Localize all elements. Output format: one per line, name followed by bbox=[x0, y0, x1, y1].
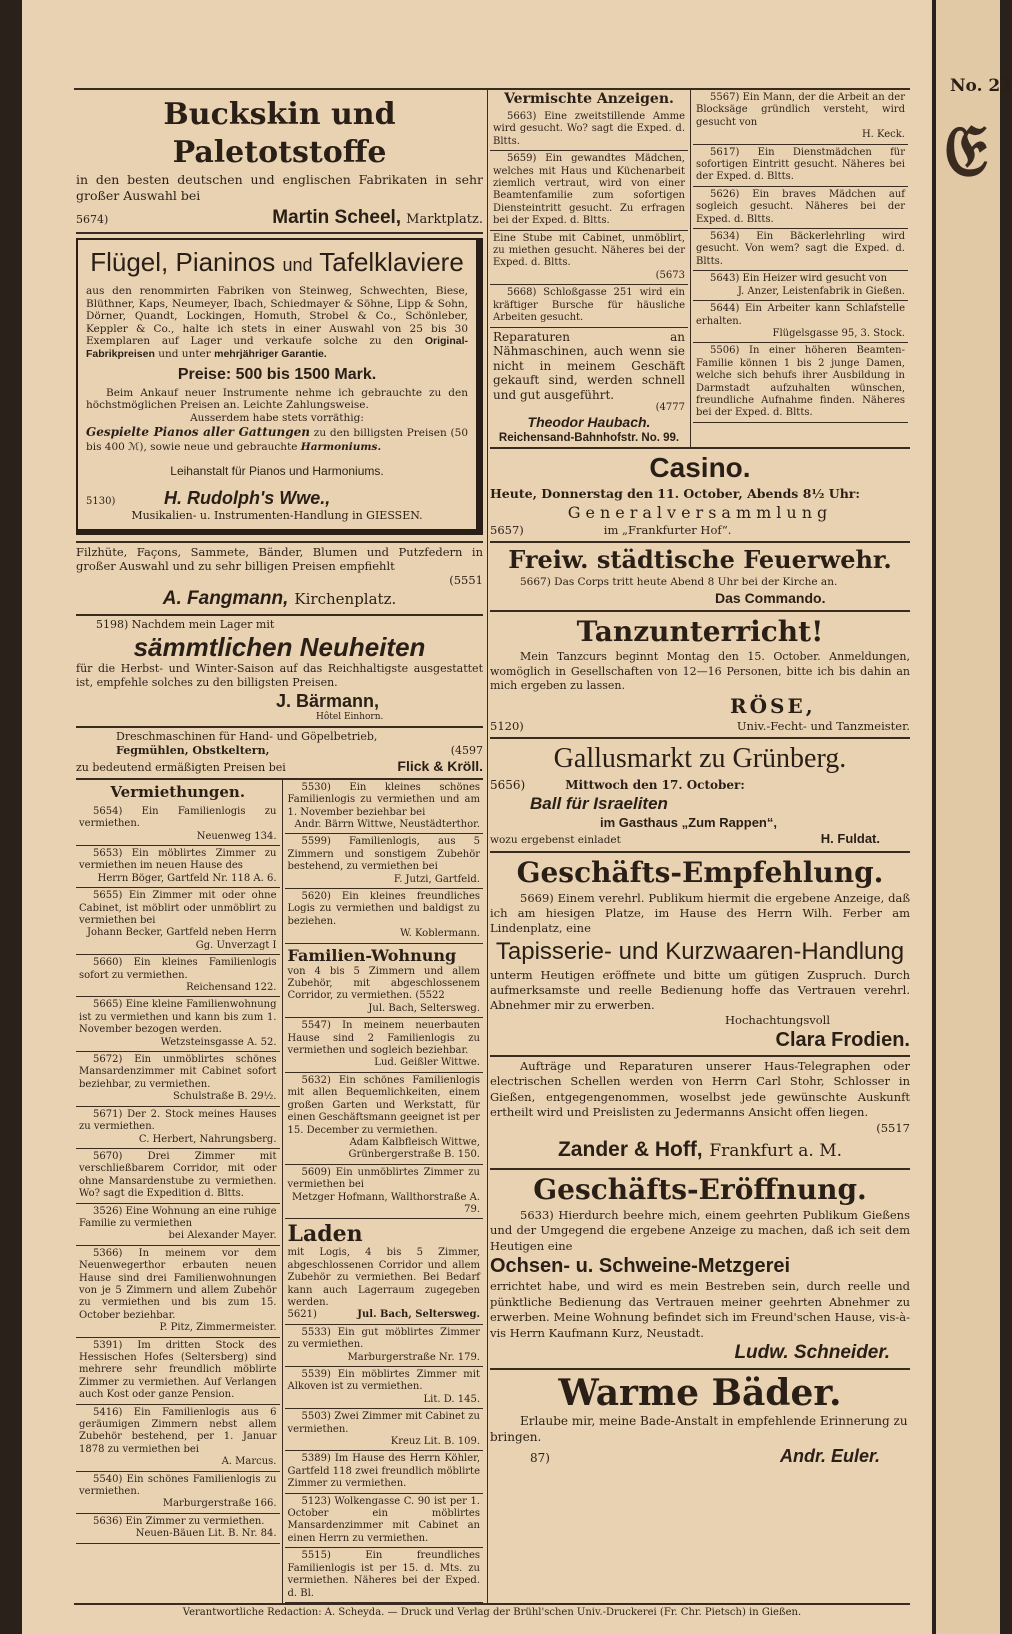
ad-headline: Geschäfts-Eröffnung. bbox=[533, 1172, 867, 1206]
ad-headline: Casino. bbox=[649, 452, 751, 483]
ad-signature: Marburgerstraße 166. bbox=[162, 1498, 277, 1510]
vermischte-anzeigen bbox=[490, 90, 690, 447]
ad-text: errichtet habe, und wird es mein Bestreben sein, durch reelle und pünktliche Bedienung das Vertrauen meiner geehrten Abnehmer zu erwerben. Meine Wohnung befindet sich im Freund'schen Hause, vis-à-vis Herrn Kaufmann Kurz, Neustadt. bbox=[490, 1279, 910, 1340]
ad-text: Ausserdem habe stets vorräthig: bbox=[190, 411, 364, 424]
classified-ad bbox=[76, 1204, 280, 1246]
ad-signature: C. Herbert, Nahrungsberg. bbox=[138, 1133, 277, 1145]
ad-text: In meinem vor dem Neuenwegerthor erbauten neuen Hause sind drei Familienwohnungen von je 5 Zimmern und allem Zubehör zu vermiethen und bis zum 15. October beziehbar. bbox=[79, 1247, 277, 1321]
advertiser-subtitle: Univ.-Fecht- und Tanzmeister. bbox=[736, 718, 910, 733]
ad-ref: 5653) bbox=[93, 847, 123, 859]
ad-signature: Kreuz Lit. B. 109. bbox=[390, 1436, 480, 1448]
ad-ref: (4597 bbox=[450, 743, 483, 757]
classified-ad bbox=[693, 301, 908, 343]
ad-signature: F. Jutzi, Gartfeld. bbox=[393, 873, 480, 885]
ad-text: Aufträge und Reparaturen unserer Haus-Telegraphen oder electrischen Schellen werden von Herrn Carl Stohr, Schlosser in Gießen, entgegengenommen, woselbst jede gewünschte Auskunft ertheilt wird und Preislisten zu Jedermanns Ansicht offen liegen. bbox=[490, 1058, 910, 1119]
ad-ref: (4777 bbox=[655, 402, 685, 413]
classified-ad bbox=[76, 1149, 280, 1204]
advertiser-name: A. Fangmann, bbox=[162, 587, 289, 609]
ad-text: Dreschmaschinen für Hand- und Göpelbetrieb, bbox=[116, 729, 378, 743]
classified-ad bbox=[693, 271, 908, 301]
ad-text: Ein Bäckerlehrling wird gesucht. Von wem? sagt die Exped. d. Bltts. bbox=[696, 231, 905, 267]
section-title: Vermiethungen. bbox=[110, 782, 246, 801]
ad-ref: 5654) bbox=[93, 805, 123, 817]
familien-wohnung-ad bbox=[285, 944, 484, 1019]
ad-date: Mittwoch den 17. October: bbox=[565, 777, 745, 792]
classified-ad bbox=[285, 1451, 484, 1493]
right-column bbox=[488, 90, 910, 1603]
ad-headline: Buckskin und Paletotstoffe bbox=[163, 97, 396, 170]
ad-headline: sämmtlichen Neuheiten bbox=[133, 631, 426, 662]
ad-ref: 5540) bbox=[93, 1473, 123, 1485]
advertiser-name: Ludw. Schneider. bbox=[734, 1342, 890, 1363]
classified-ad bbox=[693, 343, 908, 422]
ad-signature: Jul. Bach, Seltersweg. bbox=[368, 1002, 480, 1014]
ad-text: Ein Zimmer mit oder ohne Cabinet, ist möblirt oder unmöblirt zu vermiethen bei bbox=[79, 890, 277, 926]
ad-headline: Gallusmarkt zu Grünberg. bbox=[553, 742, 847, 774]
advertiser-name: Theodor Haubach. bbox=[527, 414, 651, 430]
classified-ad bbox=[76, 1107, 280, 1149]
gesucht-column bbox=[690, 90, 908, 447]
headline-part: Flügel, Pianinos bbox=[90, 247, 276, 277]
ad-ref: 5634) bbox=[710, 231, 740, 243]
ad-text: wozu ergebenst einladet bbox=[490, 833, 621, 846]
ad-ref: 5130) bbox=[86, 495, 116, 507]
ad-text: Fegmühlen, Obstkeltern, bbox=[116, 743, 270, 757]
ad-text: Ein kleines schönes Familienlogis zu vermiethen und am 1. November beziehbar bei bbox=[287, 781, 481, 818]
ad-text bbox=[86, 285, 468, 361]
ad-text: Ein gewandtes Mädchen, welches mit Haus und Küchenarbeit ziemlich vertraut, wird von einer Beamtenfamilie zum sofortigen Diensteintritt gesucht. Zu erfragen bei der Exped. d. Bltts. bbox=[493, 153, 685, 227]
ad-text: von 4 bis 5 Zimmern und allem Zubehör, mit abgeschlossenem Corridor, zu vermiethen. bbox=[287, 965, 480, 1002]
ad-ref: 5547) bbox=[301, 1020, 331, 1032]
ad-signature: Marburgerstraße Nr. 179. bbox=[347, 1351, 480, 1363]
classified-ad bbox=[76, 804, 280, 846]
shop-name: Ochsen- u. Schweine-Metzgerei bbox=[490, 1255, 791, 1277]
ad-ref: 5672) bbox=[93, 1054, 123, 1066]
ad-text: 5633) Hierdurch beehre mich, einem geehrten Publikum Gießens und der Umgegend die ergebene Anzeige zu machen, daß ich seit dem Heutigen eine bbox=[490, 1207, 910, 1253]
ad-headline bbox=[86, 246, 468, 281]
ad-text: 5667) Das Corps tritt heute Abend 8 Uhr bei der Kirche an. bbox=[520, 576, 838, 588]
ad-ref: 5533) bbox=[301, 1326, 331, 1338]
classified-ad bbox=[693, 90, 908, 145]
piano-ad bbox=[76, 238, 483, 535]
ad-text: Zwei Zimmer mit Cabinet zu vermiethen. bbox=[287, 1411, 480, 1435]
ad-signature: Metzger Hofmann, Wallthorstraße A. 79. bbox=[292, 1191, 480, 1215]
ad-text: zu bedeutend ermäßigten Preisen bei bbox=[76, 760, 286, 774]
ad-text: Erlaube mir, meine Bade-Anstalt in empfehlende Erinnerung zu bringen. bbox=[490, 1414, 908, 1444]
ad-ref: 5668) bbox=[507, 287, 537, 299]
ad-text: Ein Heizer wird gesucht von bbox=[742, 273, 888, 285]
ad-text: Im dritten Stock des Hessischen Hofes (Seltersberg) sind mehrere sehr freundlich möblirte Zimmer zu vermiethen. Auf Verlangen auch Kost oder ganze Pension. bbox=[79, 1339, 277, 1401]
ad-signature: W. Koblermann. bbox=[400, 928, 480, 940]
classified-ad bbox=[76, 1338, 280, 1405]
ad-ref: 5620) bbox=[301, 891, 331, 902]
advertiser-name: Flick & Kröll. bbox=[397, 757, 483, 774]
zander-hoff-ad bbox=[490, 1057, 910, 1170]
classified-ad bbox=[76, 1472, 280, 1514]
ad-ref: 5366) bbox=[93, 1247, 123, 1259]
naehmaschinen-ad bbox=[490, 328, 688, 448]
ad-text: Reparaturen an Nähmaschinen, auch wenn sie nicht in meinem Geschäft gekauft sind, werden schnell und gut ausgeführt. bbox=[493, 329, 685, 402]
vermiethungen-column-1 bbox=[76, 780, 282, 1603]
ad-text: In einer höheren Beamten-Familie können 1 bis 2 junge Damen, welche sich behufs ihrer Ausbildung in Darmstadt aufzuhalten wünschen, freundliche Aufnahme finden. Näheres bei der Exped. d. Bltts. bbox=[696, 345, 905, 419]
ad-ref: 87) bbox=[530, 1451, 550, 1465]
ad-text: Eine zweitstillende Amme wird gesucht. Wo? sagt die Exped. d. Bltts. bbox=[493, 111, 685, 147]
ad-signature: H. Fuldat. bbox=[820, 830, 880, 846]
classified-ad bbox=[76, 1514, 280, 1544]
ad-ref: 5621) bbox=[287, 1309, 317, 1321]
advertiser-place: Kirchenplatz. bbox=[294, 589, 397, 608]
ad-text: Ein möblirtes Zimmer mit Alkoven ist zu vermiethen. bbox=[287, 1369, 480, 1393]
ad-ref: 5663) bbox=[507, 111, 537, 122]
headline-part: und bbox=[282, 255, 313, 275]
ad-text: Ein freundliches Familienlogis ist per 15. d. Mts. zu vermiethen. Näheres bei der Exped. d. Bl. bbox=[287, 1550, 480, 1599]
ad-ref: (5517 bbox=[876, 1120, 910, 1135]
ad-ref: 5670) bbox=[93, 1150, 123, 1162]
ad-signature: Reichensand 122. bbox=[186, 982, 277, 994]
ad-text: Ein schönes Familienlogis zu vermiethen. bbox=[79, 1473, 277, 1498]
ad-signature: Schulstraße B. 29½. bbox=[172, 1091, 277, 1103]
geschaefts-eroeffnung-ad bbox=[490, 1170, 910, 1371]
advertiser-name: Andr. Euler. bbox=[779, 1446, 880, 1466]
ad-signature: Jul. Bach, Seltersweg. bbox=[357, 1309, 480, 1321]
ad-ref: 5671) bbox=[93, 1108, 123, 1120]
ad-ref: 5389) bbox=[301, 1453, 331, 1465]
ad-ref: 5609) bbox=[301, 1166, 331, 1178]
classified-ad bbox=[693, 145, 908, 187]
newspaper-page bbox=[22, 0, 932, 1634]
ad-ref: 5659) bbox=[507, 153, 537, 165]
advertiser-subtitle: Musikalien- u. Instrumenten-Handlung in GIESSEN. bbox=[131, 508, 423, 522]
feuerwehr-ad bbox=[490, 543, 910, 612]
ad-text: Familienlogis, aus 5 Zimmern und sonstigem Zubehör bestehend, zu vermiethen bei bbox=[287, 836, 480, 873]
ad-ref: (5522 bbox=[415, 990, 445, 1002]
vermiethungen-column-2 bbox=[282, 780, 484, 1603]
advertiser-name: J. Bärmann, bbox=[276, 690, 380, 711]
ad-text: in den besten deutschen und englischen Fabrikaten in sehr großer Auswahl bei bbox=[76, 172, 483, 203]
ad-signature: Wetzsteinsgasse A. 52. bbox=[160, 1036, 277, 1048]
ad-ref: 3526) bbox=[93, 1205, 123, 1217]
buckskin-ad bbox=[76, 94, 483, 234]
tanzunterricht-ad bbox=[490, 612, 910, 739]
gallusmarkt-ad bbox=[490, 739, 910, 853]
ad-signature: A. Marcus. bbox=[221, 1456, 277, 1468]
ad-signature: J. Anzer, Leistenfabrik in Gießen. bbox=[737, 285, 905, 297]
ad-ref: 5503) bbox=[301, 1411, 331, 1423]
ad-signature: Andr. Bärrn Wittwe, Neustädterthor. bbox=[294, 818, 480, 830]
ad-event: Ball für Israeliten bbox=[530, 793, 668, 813]
dresch-ad bbox=[76, 728, 483, 780]
ad-ref: 5123) bbox=[301, 1495, 331, 1507]
ad-ref: 5655) bbox=[93, 890, 123, 902]
classified-ad bbox=[490, 151, 688, 230]
vermiethungen-section bbox=[76, 780, 483, 1603]
ad-ref: 5617) bbox=[710, 146, 740, 158]
ad-ref: 5567) bbox=[710, 92, 740, 103]
classified-ad bbox=[490, 285, 688, 327]
classified-ad bbox=[285, 1548, 484, 1603]
ad-text: unterm Heutigen eröffnete und bitte um gütigen Zuspruch. Durch aufmerksamste und reelle Bedienung hoffe das Vertrauen verehrl. Abnehmer mir zu erwerben. bbox=[490, 967, 910, 1012]
ad-signature: Lud. Geißler Wittwe. bbox=[374, 1057, 480, 1069]
ad-text: Ein unmöblirtes schönes Mansardenzimmer mit Cabinet sofort beziehbar, zu vermiethen. bbox=[79, 1054, 277, 1090]
classified-ad bbox=[490, 231, 688, 286]
advertiser-name: Clara Frodien. bbox=[775, 1028, 910, 1051]
ad-ref: 5644) bbox=[710, 303, 740, 315]
ad-text: für die Herbst- und Winter-Saison auf das Reichhaltigste ausgestattet ist, empfehle solches zu den billigsten Preisen. bbox=[76, 661, 483, 689]
advertiser-place: Marktplatz. bbox=[406, 212, 483, 227]
ad-text: Filzhüte, Façons, Sammete, Bänder, Blumen und Putzfedern in großer Auswahl und zu sehr billigen Preisen empfiehlt bbox=[76, 544, 483, 573]
ad-emphasis: mehrjähriger Garantie. bbox=[214, 347, 327, 360]
fangmann-ad bbox=[76, 541, 483, 616]
classified-ad bbox=[490, 109, 688, 151]
classified-ad bbox=[285, 1073, 484, 1165]
ad-text: Ein möblirtes Zimmer zu vermiethen im neuen Hause des bbox=[79, 847, 277, 872]
ad-ref: 5515) bbox=[301, 1550, 331, 1562]
ad-signature: Adam Kalbfleisch Wittwe, Grünbergerstraße B. 150. bbox=[348, 1136, 480, 1161]
advertiser-place: Frankfurt a. M. bbox=[709, 1140, 843, 1161]
classified-ad bbox=[693, 187, 908, 229]
shop-name: Tapisserie- und Kurzwaaren-Handlung bbox=[495, 937, 905, 965]
section-title: Vermischte Anzeigen. bbox=[504, 91, 674, 107]
advertiser-subtitle: Hôtel Einhorn. bbox=[316, 711, 384, 722]
ad-ref: 5660) bbox=[93, 957, 123, 969]
ad-text: Ein kleines freundliches Logis zu vermiethen und baldigst zu beziehen. bbox=[287, 891, 480, 927]
imprint-footer: Verantwortliche Redaction: A. Scheyda. — Druck und Verlag der Brühl'schen Univ.-Druckerei (Fr. Chr. Pietsch) in Gießen. bbox=[74, 1603, 910, 1618]
ad-ref: 5539) bbox=[301, 1369, 331, 1380]
ad-text: Beim Ankauf neuer Instrumente nehme ich gebrauchte zu den höchstmöglichen Preisen an. Leichte Zahlungsweise. bbox=[86, 386, 468, 412]
classified-ad bbox=[76, 1405, 280, 1472]
ad-signature: Johann Becker, Gartfeld neben Herrn Gg. Unverzagt I bbox=[87, 927, 277, 951]
ad-text: Ein kleines Familienlogis sofort zu vermiethen. bbox=[79, 957, 277, 981]
classified-ad bbox=[285, 1325, 484, 1367]
ad-signature: P. Pitz, Zimmermeister. bbox=[159, 1322, 277, 1334]
classified-ad bbox=[285, 1367, 484, 1409]
classified-ad bbox=[285, 1018, 484, 1073]
ad-text: mit Logis, 4 bis 5 Zimmer, abgeschlossenen Corridor und allem Zubehör zu vermiethen. Bei Bedarf kann auch Lagerraum zugegeben werden. bbox=[287, 1247, 480, 1308]
ad-ref: 5632) bbox=[301, 1074, 331, 1086]
top-small-ads bbox=[490, 90, 910, 449]
ad-emphasis: Original-Fabrikpreisen bbox=[86, 335, 468, 360]
ad-ref: 5656) bbox=[490, 777, 526, 792]
ad-body: und unter bbox=[158, 347, 211, 360]
next-page-edge bbox=[936, 0, 1012, 1634]
baermann-ad bbox=[76, 616, 483, 728]
classified-ad bbox=[285, 1165, 484, 1220]
headline-part: Tafelklaviere bbox=[319, 247, 464, 277]
casino-ad bbox=[490, 449, 910, 543]
ad-ref: 5674) bbox=[76, 213, 109, 226]
ad-text: Ein unmöblirtes Zimmer zu vermiethen bei bbox=[287, 1166, 480, 1191]
ad-signature: Flügelsgasse 95, 3. Stock. bbox=[772, 327, 905, 339]
ad-text: Im Hause des Herrn Köhler, Gartfeld 118 zwei freundlich möblirte Zimmer zu vermiethen. bbox=[287, 1453, 480, 1490]
ad-ref: 5643) bbox=[710, 273, 740, 285]
ad-signature: (5673 bbox=[655, 269, 685, 281]
advertiser-name: Zander & Hoff, bbox=[557, 1137, 703, 1161]
ad-ref: 5626) bbox=[710, 188, 740, 200]
laden-ad bbox=[285, 1219, 484, 1324]
page-columns bbox=[74, 88, 910, 1603]
classified-ad bbox=[76, 888, 280, 955]
classified-ad bbox=[693, 229, 908, 271]
ad-text: 5669) Einem verehrl. Publikum hiermit die ergebene Anzeige, daß ich am hiesigen Platze, im Hause des Herrn Wilh. Ferber am Lindenplatz, eine bbox=[490, 890, 910, 935]
ad-text: Ein Dienstmädchen für sofortigen Eintritt gesucht. Näheres bei der Exped. d. Bltts. bbox=[696, 146, 906, 183]
ad-ref: 5506) bbox=[710, 345, 740, 357]
ad-text: Ein Familienlogis aus 6 geräumigen Zimmern nebst allem Zubehör bestehend, per 1. Januar 1878 zu vermiethen bei bbox=[79, 1406, 277, 1455]
ad-text: Wolkengasse C. 90 ist per 1. October ein möblirtes Mansardenzimmer mit Cabinet an einen Herrn zu vermiethen. bbox=[287, 1495, 480, 1544]
ad-ref: 5665) bbox=[93, 999, 123, 1011]
ad-place: im Gasthaus „Zum Rappen“, bbox=[600, 814, 777, 830]
ad-text: Eine kleine Familienwohnung ist zu vermiethen und kann bis zum 1. November bezogen werden. bbox=[79, 999, 277, 1036]
ad-text: zu den billigsten Preisen (50 bis 400 ℳ), sowie neue und gebrauchte bbox=[86, 426, 468, 453]
ad-text: Ein Mann, der die Arbeit an der Blocksäge gründlich versteht, wird gesucht von bbox=[696, 92, 905, 128]
geschaefts-empfehlung-ad bbox=[490, 853, 910, 1057]
ad-date: Heute, Donnerstag den 11. October, Abends 8½ Uhr: bbox=[490, 486, 860, 501]
page-number: No. 23 bbox=[950, 76, 1012, 96]
ad-headline: Warme Bäder. bbox=[558, 1372, 842, 1414]
ad-emphasis: Harmoniums. bbox=[300, 440, 382, 453]
ad-headline: Laden bbox=[287, 1221, 363, 1248]
ad-ref: 5120) bbox=[490, 718, 524, 733]
ad-ref: 5599) bbox=[301, 836, 331, 848]
ad-ref: 5391) bbox=[93, 1339, 123, 1351]
ad-event: Generalversammlung bbox=[567, 503, 833, 522]
ad-headline: Geschäfts-Empfehlung. bbox=[516, 855, 884, 889]
classified-ad bbox=[285, 889, 484, 944]
ad-body: aus den renommirten Fabriken von Steinweg, Schwechten, Biese, Blüthner, Kaps, Neumeyer, Ibach, Schiedmayer & Söhne, Lipp & Sohn, Dörner, Quandt, Lockingen, Homuth, Strobel & Co., Schönleber, Keppler & Co., halte ich stets in einer Auswahl von 25 bis 30 Exemplaren auf Lager und verkaufe solche zu den bbox=[86, 285, 468, 348]
classified-ad bbox=[76, 846, 280, 888]
left-column bbox=[74, 90, 488, 1603]
ad-ref: (5551 bbox=[449, 572, 483, 587]
advertiser-name: RÖSE, bbox=[730, 693, 816, 718]
ad-greeting: Hochachtungsvoll bbox=[725, 1012, 830, 1027]
classified-ad bbox=[285, 1409, 484, 1451]
ad-ref: 5530) bbox=[301, 781, 331, 793]
ad-signature: bei Alexander Mayer. bbox=[168, 1230, 277, 1242]
ad-text: Ein braves Mädchen auf sogleich gesucht. Näheres bei der Exped. d. Bltts. bbox=[696, 188, 905, 225]
ad-signature: Das Commando. bbox=[715, 590, 826, 606]
warme-baeder-ad bbox=[490, 1370, 910, 1473]
price-range: Preise: 500 bis 1500 Mark. bbox=[177, 365, 377, 383]
ad-text: Ein Familienlogis zu vermiethen. bbox=[79, 805, 277, 830]
ad-text: Leihanstalt für Pianos und Harmoniums. bbox=[170, 463, 384, 478]
classified-ad bbox=[285, 834, 484, 889]
ad-ref: 5636) bbox=[93, 1515, 123, 1527]
ad-text: Der 2. Stock meines Hauses zu vermiethen. bbox=[79, 1108, 277, 1133]
classified-ad bbox=[76, 1052, 280, 1107]
ad-headline: Freiw. städtische Feuerwehr. bbox=[508, 545, 892, 574]
classified-ad bbox=[76, 997, 280, 1052]
ad-headline: Familien-Wohnung bbox=[287, 945, 457, 965]
classified-ad bbox=[76, 1246, 280, 1338]
ad-text: Ein gut möblirtes Zimmer zu vermiethen. bbox=[287, 1326, 480, 1351]
ad-text: Ein Zimmer zu vermiethen. bbox=[125, 1515, 265, 1527]
ad-signature: Herrn Böger, Gartfeld Nr. 118 A. 6. bbox=[97, 872, 277, 884]
ad-text: Eine Stube mit Cabinet, unmöblirt, zu miethen gesucht. Näheres bei der Exped. d. Bltts. bbox=[493, 232, 685, 269]
advertiser-address: Reichensand-Bahnhofstr. No. 99. bbox=[498, 432, 680, 444]
ad-text: 5198) Nachdem mein Lager mit bbox=[96, 617, 275, 631]
advertiser-name: H. Rudolph's Wwe., bbox=[164, 487, 331, 508]
ad-text: Schloßgasse 251 wird ein kräftiger Bursche für häusliche Arbeiten gesucht. bbox=[493, 287, 685, 324]
ad-signature: H. Keck. bbox=[861, 129, 905, 141]
ad-ref: 5657) bbox=[490, 523, 524, 537]
ad-signature: Lit. D. 145. bbox=[423, 1393, 480, 1405]
decorative-initial-icon: 𝔈 bbox=[944, 109, 987, 192]
ad-headline: Tanzunterricht! bbox=[576, 615, 824, 648]
advertiser-name: Martin Scheel, bbox=[272, 207, 402, 228]
ad-emphasis: Gespielte Pianos aller Gattungen bbox=[86, 424, 310, 439]
ad-ref: 5416) bbox=[93, 1406, 123, 1418]
ad-signature: Neuenweg 134. bbox=[196, 830, 277, 842]
ad-text: Ein schönes Familienlogis mit allen Bequemlichkeiten, einem großen Garten und Werkstatt, für einen Geschäftsmann geeignet ist per 15. December zu vermiethen. bbox=[287, 1074, 481, 1136]
ad-place: im „Frankfurter Hof“. bbox=[603, 523, 732, 537]
ad-text: Mein Tanzcurs beginnt Montag den 15. October. Anmeldungen, womöglich in Gesellschaften von 12—16 Personen, bitte ich bis dahin an mich ergeben zu lassen. bbox=[490, 650, 910, 692]
classified-ad bbox=[76, 955, 280, 997]
ad-signature: Neuen-Bäuen Lit. B. Nr. 84. bbox=[135, 1528, 277, 1540]
ad-text: Drei Zimmer mit verschließbarem Corridor, mit oder ohne Mansardenstube zu vermiethen. Wo? sagt die Expedition d. Bltts. bbox=[79, 1150, 277, 1200]
classified-ad bbox=[285, 780, 484, 835]
ad-text: Ein Arbeiter kann Schlafstelle erhalten. bbox=[696, 303, 905, 327]
classified-ad bbox=[285, 1494, 484, 1549]
ad-text: Eine Wohnung an eine ruhige Familie zu vermiethen bbox=[79, 1205, 277, 1229]
ad-text: In meinem neuerbauten Hause sind 2 Familienlogis zu vermiethen und sogleich beziehbar. bbox=[287, 1020, 480, 1057]
